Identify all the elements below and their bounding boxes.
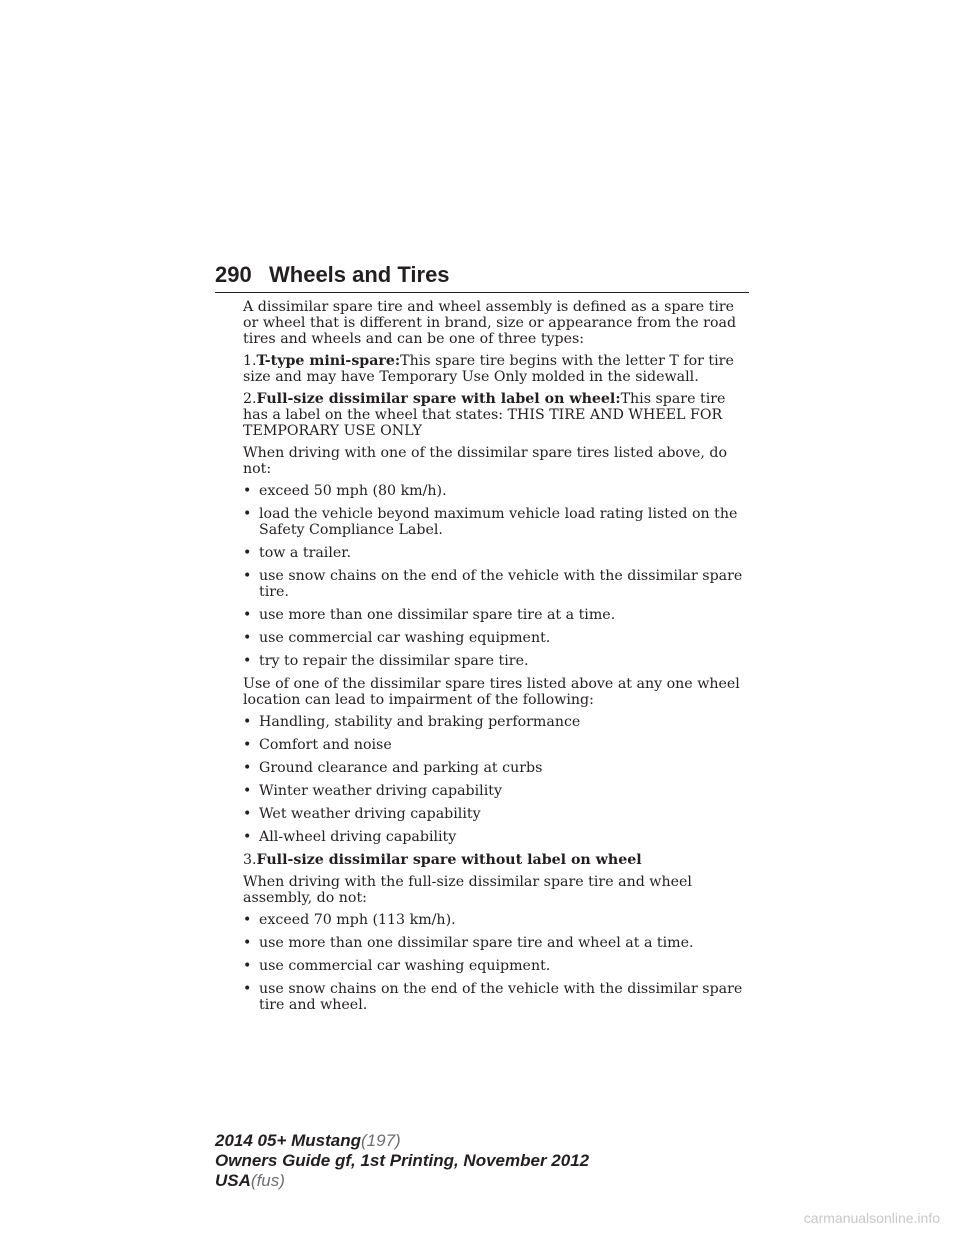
type-2-number: 2.	[243, 391, 257, 407]
list-item-text: use snow chains on the end of the vehicle with the dissimilar spare tire and wheel.	[259, 981, 743, 1013]
bullet-icon: •	[243, 912, 252, 928]
bullet-icon: •	[243, 653, 252, 669]
type-2-paragraph	[243, 391, 749, 439]
bullet-icon: •	[243, 935, 252, 951]
list-item	[243, 506, 749, 538]
list-item	[243, 958, 749, 974]
footer-market: USA	[215, 1171, 251, 1190]
list-item-text: use commercial car washing equipment.	[259, 630, 551, 646]
page-number: 290	[215, 262, 252, 287]
bullet-icon: •	[243, 806, 252, 822]
list-item-text: Handling, stability and braking performance	[259, 714, 581, 730]
driving-list	[243, 483, 749, 669]
driving-intro: When driving with one of the dissimilar spare tires listed above, do not:	[243, 445, 728, 477]
fullsize-intro: When driving with the full-size dissimilar spare tire and wheel assembly, do not:	[243, 874, 692, 906]
list-item-text: Winter weather driving capability	[259, 783, 502, 799]
list-item-text: load the vehicle beyond maximum vehicle load rating listed on the Safety Compliance Label.	[259, 506, 738, 538]
bullet-icon: •	[243, 783, 252, 799]
page-footer	[215, 1131, 589, 1191]
list-item	[243, 912, 749, 928]
bullet-icon: •	[243, 483, 252, 499]
footer-printing: Owners Guide gf, 1st Printing, November 2012	[215, 1151, 590, 1170]
type-3-number: 3.	[243, 852, 257, 868]
intro-paragraph: A dissimilar spare tire and wheel assembly is defined as a spare tire or wheel that is different in brand, size or appearance from the road tires and wheels and can be one of three types:	[243, 299, 737, 347]
list-item	[243, 630, 749, 646]
list-item-text: tow a trailer.	[259, 545, 352, 561]
footer-line-2	[215, 1151, 589, 1171]
page-content	[243, 299, 749, 1020]
list-item-text: All-wheel driving capability	[259, 829, 457, 845]
list-item	[243, 737, 749, 753]
list-item	[243, 981, 749, 1013]
list-item-text: use more than one dissimilar spare tire and wheel at a time.	[259, 935, 694, 951]
list-item-text: Comfort and noise	[259, 737, 392, 753]
type-1-number: 1.	[243, 353, 257, 369]
list-item	[243, 607, 749, 623]
list-item-text: try to repair the dissimilar spare tire.	[259, 653, 529, 669]
bullet-icon: •	[243, 545, 252, 561]
type-3-label: Full-size dissimilar spare without label on wheel	[256, 852, 642, 868]
list-item-text: exceed 50 mph (80 km/h).	[259, 483, 447, 499]
list-item	[243, 653, 749, 669]
list-item	[243, 935, 749, 951]
bullet-icon: •	[243, 630, 252, 646]
footer-vehicle: 2014 05+ Mustang	[215, 1131, 361, 1150]
list-item-text: use commercial car washing equipment.	[259, 958, 551, 974]
impairment-intro: Use of one of the dissimilar spare tires listed above at any one wheel location can lead to impairment of the following:	[243, 676, 740, 708]
bullet-icon: •	[243, 714, 252, 730]
list-item-text: exceed 70 mph (113 km/h).	[259, 912, 456, 928]
list-item	[243, 545, 749, 561]
list-item-text: use more than one dissimilar spare tire at a time.	[259, 607, 616, 623]
type-1-label: T-type mini-spare:	[256, 353, 401, 369]
bullet-icon: •	[243, 506, 252, 522]
list-item	[243, 783, 749, 799]
footer-page-ref: (197)	[361, 1131, 401, 1150]
bullet-icon: •	[243, 760, 252, 776]
bullet-icon: •	[243, 737, 252, 753]
list-item	[243, 483, 749, 499]
list-item-text: Wet weather driving capability	[259, 806, 481, 822]
watermark: carmanualsonline.info	[803, 1210, 940, 1226]
type-1-text: This spare tire begins with the letter T for tire size and may have Temporary Use Only molded in the sidewall.	[243, 353, 734, 385]
list-item	[243, 714, 749, 730]
list-item-text: use snow chains on the end of the vehicle with the dissimilar spare tire.	[259, 568, 743, 600]
type-3-paragraph	[243, 852, 749, 868]
list-item	[243, 806, 749, 822]
bullet-icon: •	[243, 958, 252, 974]
page-header	[215, 258, 749, 293]
section-title: Wheels and Tires	[269, 262, 450, 287]
footer-market-code: (fus)	[250, 1171, 285, 1190]
bullet-icon: •	[243, 568, 252, 584]
list-item	[243, 829, 749, 845]
type-1-paragraph	[243, 353, 749, 385]
footer-line-1	[215, 1131, 589, 1151]
impairment-list	[243, 714, 749, 845]
footer-line-3	[215, 1171, 589, 1191]
list-item	[243, 568, 749, 600]
list-item-text: Ground clearance and parking at curbs	[259, 760, 543, 776]
bullet-icon: •	[243, 981, 252, 997]
list-item	[243, 760, 749, 776]
bullet-icon: •	[243, 607, 252, 623]
bullet-icon: •	[243, 829, 252, 845]
type-2-text: This spare tire has a label on the wheel that states: THIS TIRE AND WHEEL FOR TEMPORARY USE ONLY	[243, 391, 726, 439]
fullsize-list	[243, 912, 749, 1013]
type-2-label: Full-size dissimilar spare with label on wheel:	[256, 391, 621, 407]
